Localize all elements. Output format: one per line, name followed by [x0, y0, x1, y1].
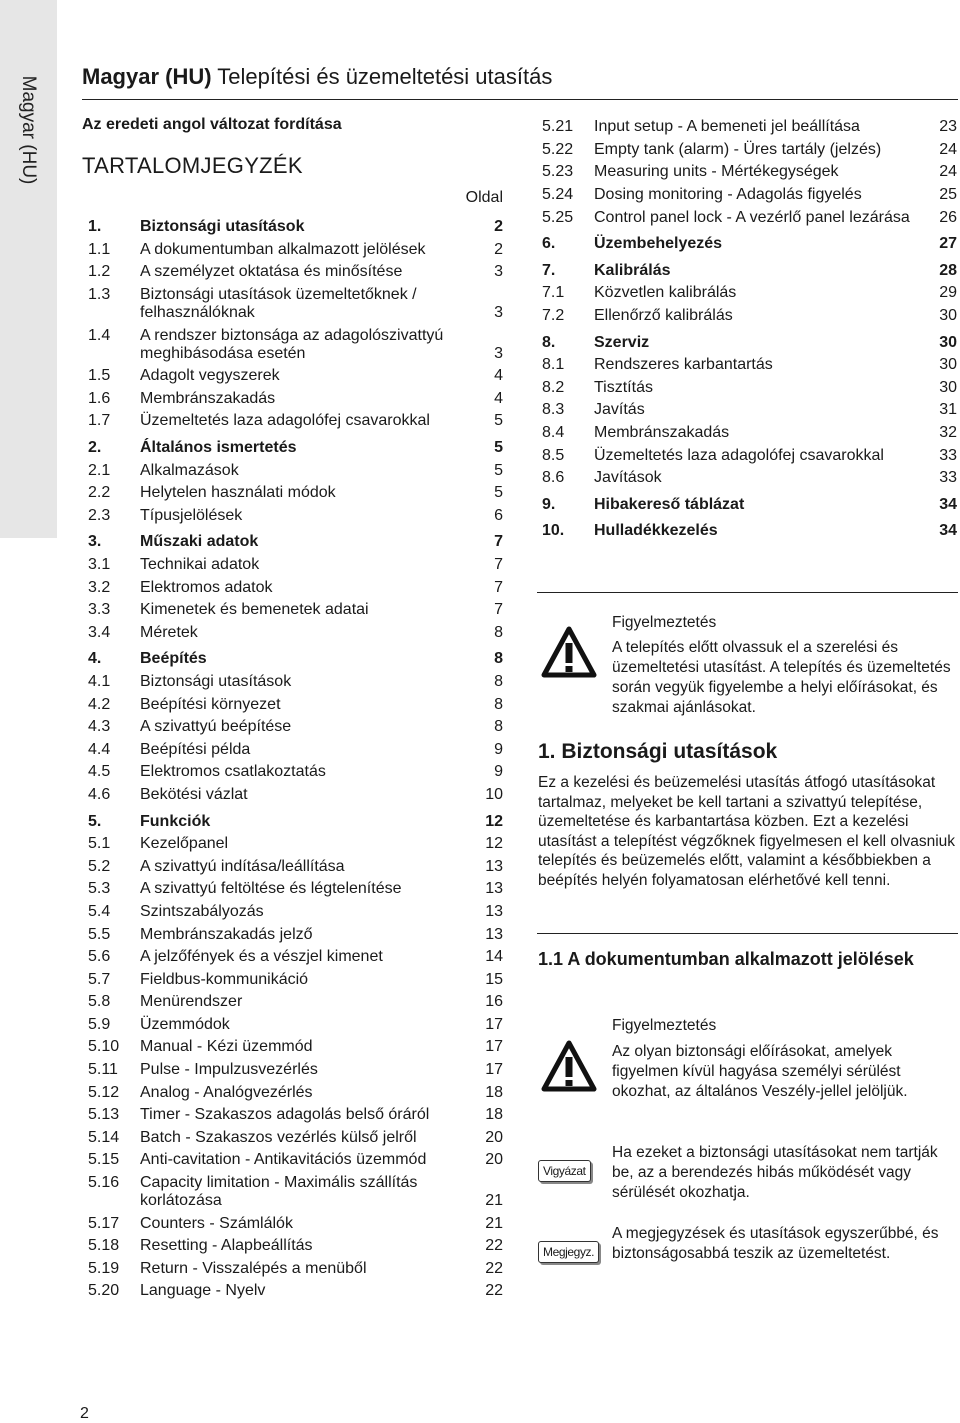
toc-entry — [88, 239, 503, 262]
toc-right-column — [542, 116, 957, 543]
toc-entry — [542, 282, 957, 305]
translation-note: Az eredeti angol változat fordítása — [82, 116, 342, 133]
toc-entry-number: 7.2 — [542, 307, 565, 325]
toc-entry-page: 3 — [494, 263, 503, 281]
toc-entry — [542, 161, 957, 184]
toc-entry-number: 5.8 — [88, 993, 111, 1011]
toc-entry — [88, 833, 503, 856]
toc-entry-page: 12 — [485, 835, 503, 853]
toc-entry-title: Membránszakadás — [594, 424, 730, 442]
toc-entry-title: Üzemmódok — [140, 1015, 230, 1033]
toc-entry-number: 3.3 — [88, 601, 111, 619]
toc-entry-number: 7. — [542, 261, 556, 279]
toc-entry — [542, 139, 957, 162]
toc-entry-title: Anti-cavitation - Antikavitációs üzemmód — [140, 1151, 427, 1169]
toc-entry-page: 34 — [939, 522, 957, 540]
toc-entry-title: Üzemeltetés laza adagolófej csavarokkal — [140, 412, 430, 430]
toc-entry-number: 5.11 — [88, 1061, 118, 1079]
toc-entry-title: Műszaki adatok — [140, 533, 259, 551]
toc-entry-title: Manual - Kézi üzemmód — [140, 1038, 313, 1056]
toc-entry-title: Hulladékkezelés — [594, 522, 718, 540]
page-title-language: Magyar (HU) — [82, 64, 212, 89]
warning-text: A telepítés előtt olvassuk el a szerelési és üzemeltetési utasítást. A telepítés és üzemeltetés során vegyük figyelembe a helyi előírásokat, és szakmai ajánlásokat. — [612, 639, 951, 716]
toc-entry-number: 5.6 — [88, 948, 111, 966]
toc-entry-page: 20 — [485, 1151, 503, 1169]
toc-entry-page: 22 — [485, 1282, 503, 1300]
subsection-divider — [537, 933, 958, 934]
toc-entry-number: 5.14 — [88, 1128, 120, 1146]
toc-entry-title: Technikai adatok — [140, 556, 260, 574]
toc-entry — [88, 531, 503, 554]
toc-entry-page: 8 — [494, 672, 503, 690]
toc-entry — [88, 1014, 503, 1037]
caution-text: Ha ezeket a biztonsági utasításokat nem tartják be, az a berendezés hibás működését vagy sérülését okozhatja. — [612, 1144, 938, 1201]
toc-entry — [88, 968, 503, 991]
toc-entry — [88, 810, 503, 833]
toc-entry — [88, 1212, 503, 1235]
toc-entry-title: A személyzet oktatása és minősítése — [140, 263, 403, 281]
toc-entry-number: 8. — [542, 333, 556, 351]
toc-entry-title: Ellenőrző kalibrálás — [594, 307, 733, 325]
section-body-text: Ez a kezelési és beüzemelési utasítás átfogó utasításokat tartalmaz, melyeket be kell tartani a szivattyú telepítése, üzemeltetése és karbantartása közben. Ezt a kezelési utasítást a telepítést végzőknek figyelmesen el kell olvasniuk telepítés és beüzemelés előtt, valamint a későbbiekben a beépítés helyén folyamatosan elérhetővé kell tenni. — [538, 774, 956, 889]
toc-entry-page: 18 — [485, 1106, 503, 1124]
toc-entry-page: 16 — [485, 993, 503, 1011]
title-divider — [82, 99, 958, 100]
page-title — [82, 64, 552, 90]
toc-entry-number: 1.2 — [88, 263, 111, 281]
toc-entry — [542, 494, 957, 517]
toc-entry-number: 8.2 — [542, 378, 565, 396]
toc-entry-page: 31 — [939, 401, 957, 419]
toc-entry-title: Adagolt vegyszerek — [140, 367, 280, 385]
toc-entry — [88, 946, 503, 969]
toc-entry-page: 6 — [494, 506, 503, 524]
toc-entry-page: 9 — [494, 763, 503, 781]
warning-text: Az olyan biztonsági előírásokat, amelyek figyelmen kívül hagyása személyi sérülést okozhat, az általános Veszély-jellel jelöljük. — [612, 1043, 908, 1100]
warning-triangle-icon — [541, 1040, 597, 1092]
toc-entry-page: 30 — [939, 307, 957, 325]
toc-entry — [542, 444, 957, 467]
toc-entry-title: A jelzőfények és a vészjel kimenet — [140, 948, 383, 966]
toc-entry — [88, 716, 503, 739]
toc-entry-page: 30 — [939, 333, 957, 351]
toc-entry-page: 4 — [494, 367, 503, 385]
toc-entry-title: Fieldbus-kommunikáció — [140, 970, 309, 988]
toc-entry-title: Measuring units - Mértékegységek — [594, 163, 839, 181]
toc-entry-title: Empty tank (alarm) - Üres tartály (jelzés) — [594, 140, 882, 158]
toc-entry-title: Kezelőpanel — [140, 835, 229, 853]
toc-entry — [88, 1172, 503, 1213]
toc-entry-page: 8 — [494, 623, 503, 641]
language-tab-label: Magyar (HU) — [18, 75, 39, 185]
toc-entry — [542, 233, 957, 256]
toc-entry — [542, 520, 957, 543]
toc-entry-title: Helytelen használati módok — [140, 484, 336, 502]
toc-entry-number: 4.2 — [88, 695, 111, 713]
toc-entry-number: 1. — [88, 218, 102, 236]
warning-triangle-icon — [541, 626, 597, 678]
toc-entry-title: Dosing monitoring - Adagolás figyelés — [594, 186, 862, 204]
section-heading: 1. Biztonsági utasítások — [538, 740, 778, 763]
toc-entry-number: 4. — [88, 650, 102, 668]
toc-entry-title: Kalibrálás — [594, 261, 671, 279]
toc-entry-number: 5.16 — [88, 1174, 120, 1192]
toc-entry — [88, 1081, 503, 1104]
toc-entry-title: A rendszer biztonsága az adagolószivattyú meghibásodása esetén — [140, 326, 444, 362]
toc-entry — [542, 377, 957, 400]
toc-entry — [542, 467, 957, 490]
toc-entry-number: 10. — [542, 522, 565, 540]
toc-entry-title: Beépítési példa — [140, 740, 251, 758]
toc-entry — [88, 1059, 503, 1082]
toc-entry-number: 5.21 — [542, 118, 574, 136]
toc-entry-page: 24 — [939, 163, 957, 181]
toc-entry-title: Analog - Analógvezérlés — [140, 1083, 313, 1101]
toc-entry-title: Rendszeres karbantartás — [594, 356, 773, 374]
toc-entry-page: 10 — [485, 785, 503, 803]
toc-entry-number: 5.23 — [542, 163, 574, 181]
toc-entry-page: 3 — [494, 344, 503, 362]
toc-entry-number: 1.5 — [88, 367, 111, 385]
toc-entry-page: 15 — [485, 970, 503, 988]
toc-entry-page: 13 — [485, 925, 503, 943]
toc-entry-page: 7 — [494, 533, 503, 551]
toc-entry — [542, 422, 957, 445]
toc-entry-number: 5.3 — [88, 880, 111, 898]
toc-entry-number: 5.13 — [88, 1106, 120, 1124]
toc-entry-title: A dokumentumban alkalmazott jelölések — [140, 240, 426, 258]
toc-entry-title: Üzemeltetés laza adagolófej csavarokkal — [594, 446, 884, 464]
toc-entry-number: 9. — [542, 495, 556, 513]
note-tag: Megjegyz. — [538, 1241, 599, 1263]
toc-entry — [542, 399, 957, 422]
toc-entry — [88, 1235, 503, 1258]
toc-entry — [542, 116, 957, 139]
toc-entry-title: Bekötési vázlat — [140, 785, 248, 803]
caution-tag: Vigyázat — [538, 1160, 591, 1182]
toc-entry — [88, 388, 503, 411]
toc-entry — [88, 991, 503, 1014]
toc-entry-title: A szivattyú beépítése — [140, 718, 292, 736]
toc-entry-page: 27 — [939, 235, 957, 253]
toc-entry — [88, 1280, 503, 1303]
toc-entry-number: 5.1 — [88, 835, 111, 853]
toc-entry-number: 3.1 — [88, 556, 111, 574]
toc-entry-title: A szivattyú indítása/leállítása — [140, 857, 345, 875]
toc-entry-page: 5 — [494, 461, 503, 479]
toc-entry-page: 26 — [939, 208, 957, 226]
toc-entry-title: Menürendszer — [140, 993, 243, 1011]
page-column-label: Oldal — [465, 189, 503, 206]
toc-entry-title: Kimenetek és bemenetek adatai — [140, 601, 369, 619]
toc-entry-page: 13 — [485, 857, 503, 875]
toc-entry-title: Szintszabályozás — [140, 902, 264, 920]
toc-entry-number: 4.5 — [88, 763, 111, 781]
toc-entry-title: Counters - Számlálók — [140, 1214, 293, 1232]
toc-entry-page: 33 — [939, 446, 957, 464]
toc-entry-number: 1.4 — [88, 326, 111, 344]
toc-heading: TARTALOMJEGYZÉK — [82, 153, 303, 178]
toc-entry-title: Language - Nyelv — [140, 1282, 266, 1300]
toc-entry-title: Elektromos adatok — [140, 578, 273, 596]
toc-entry — [88, 505, 503, 528]
toc-entry-number: 2.2 — [88, 484, 111, 502]
language-side-tab — [0, 0, 57, 538]
toc-entry-title: Beépítés — [140, 650, 207, 668]
subsection-heading-text: 1.1 A dokumentumban alkalmazott jelölések — [538, 949, 914, 969]
toc-entry-number: 5.9 — [88, 1015, 111, 1033]
toc-entry-number: 4.6 — [88, 785, 111, 803]
toc-entry-title: A szivattyú feltöltése és légtelenítése — [140, 880, 402, 898]
toc-entry-number: 3. — [88, 533, 102, 551]
toc-entry — [88, 482, 503, 505]
toc-entry-title: Szerviz — [594, 333, 650, 351]
toc-entry — [88, 261, 503, 284]
toc-entry-number: 5.20 — [88, 1282, 120, 1300]
toc-entry-title: Javítás — [594, 401, 645, 419]
toc-entry-title: Beépítési környezet — [140, 695, 281, 713]
toc-entry — [88, 784, 503, 807]
toc-entry-page: 24 — [939, 140, 957, 158]
toc-entry-page: 8 — [494, 718, 503, 736]
toc-entry — [542, 354, 957, 377]
toc-entry-number: 8.1 — [542, 356, 565, 374]
toc-entry-title: Típusjelölések — [140, 506, 243, 524]
toc-entry-number: 5.4 — [88, 902, 111, 920]
toc-entry-page: 7 — [494, 578, 503, 596]
toc-entry-number: 2.1 — [88, 461, 111, 479]
toc-entry-title: Hibakereső táblázat — [594, 495, 745, 513]
toc-entry-page: 14 — [485, 948, 503, 966]
note-text: A megjegyzések és utasítások egyszerűbbé, és biztonságosabbá teszik az üzemeltetést. — [612, 1225, 939, 1262]
toc-entry — [88, 761, 503, 784]
toc-entry-page: 22 — [485, 1259, 503, 1277]
toc-entry-number: 1.1 — [88, 240, 111, 258]
toc-entry-number: 2. — [88, 439, 102, 457]
toc-entry — [88, 1104, 503, 1127]
toc-entry — [88, 1258, 503, 1281]
toc-entry — [542, 331, 957, 354]
toc-entry-number: 5.15 — [88, 1151, 120, 1169]
toc-entry-title: Méretek — [140, 623, 198, 641]
toc-entry-number: 5.25 — [542, 208, 574, 226]
toc-entry-page: 21 — [485, 1192, 503, 1210]
toc-entry-page: 20 — [485, 1128, 503, 1146]
toc-entry-title: Input setup - A bemeneti jel beállítása — [594, 118, 860, 136]
toc-entry-page: 22 — [485, 1237, 503, 1255]
toc-entry — [542, 206, 957, 229]
toc-entry-number: 5. — [88, 812, 102, 830]
toc-entry-number: 5.22 — [542, 140, 574, 158]
toc-entry-title: Biztonsági utasítások — [140, 218, 305, 236]
toc-entry-number: 7.1 — [542, 284, 565, 302]
toc-entry-number: 5.5 — [88, 925, 111, 943]
page-number: 2 — [80, 1405, 89, 1422]
toc-entry-page: 21 — [485, 1214, 503, 1232]
toc-entry-title: Üzembehelyezés — [594, 235, 723, 253]
toc-entry — [88, 324, 503, 365]
toc-entry-number: 5.19 — [88, 1259, 120, 1277]
toc-entry-title: Membránszakadás jelző — [140, 925, 313, 943]
toc-entry — [542, 305, 957, 328]
toc-entry — [88, 738, 503, 761]
toc-entry-page: 2 — [494, 218, 503, 236]
toc-entry-page: 17 — [485, 1038, 503, 1056]
toc-entry-number: 1.7 — [88, 412, 111, 430]
toc-entry-page: 7 — [494, 601, 503, 619]
toc-entry-title: Timer - Szakaszos adagolás belső óráról — [140, 1106, 430, 1124]
toc-entry — [88, 1127, 503, 1150]
toc-entry-number: 1.3 — [88, 286, 111, 304]
toc-entry-title: Javítások — [594, 469, 662, 487]
toc-entry — [88, 365, 503, 388]
toc-entry-number: 2.3 — [88, 506, 111, 524]
toc-entry-title: Általános ismertetés — [140, 439, 297, 457]
toc-entry-title: Biztonsági utasítások — [140, 672, 292, 690]
toc-entry-page: 9 — [494, 740, 503, 758]
toc-entry-number: 6. — [542, 235, 556, 253]
toc-end-divider — [537, 592, 958, 593]
toc-entry-page: 3 — [494, 304, 503, 322]
toc-entry-page: 28 — [939, 261, 957, 279]
warning-label: Figyelmeztetés — [612, 1017, 717, 1034]
toc-entry-title: Alkalmazások — [140, 461, 239, 479]
subsection-heading — [538, 947, 938, 972]
toc-entry-page: 8 — [494, 695, 503, 713]
toc-entry-number: 8.6 — [542, 469, 565, 487]
toc-entry — [88, 459, 503, 482]
warning-label: Figyelmeztetés — [612, 614, 717, 631]
toc-entry-page: 12 — [485, 812, 503, 830]
toc-entry — [88, 284, 503, 325]
toc-entry-number: 4.4 — [88, 740, 111, 758]
toc-entry-title: Funkciók — [140, 812, 211, 830]
toc-entry-title: Capacity limitation - Maximális szállítás korlátozása — [140, 1174, 418, 1210]
toc-entry-number: 1.6 — [88, 389, 111, 407]
toc-entry-title: Pulse - Impulzusvezérlés — [140, 1061, 318, 1079]
toc-entry — [88, 878, 503, 901]
toc-entry — [88, 693, 503, 716]
toc-entry-page: 30 — [939, 378, 957, 396]
toc-entry-number: 5.7 — [88, 970, 111, 988]
toc-entry — [88, 410, 503, 433]
toc-entry-page: 8 — [494, 650, 503, 668]
toc-entry-number: 4.3 — [88, 718, 111, 736]
toc-entry-page: 17 — [485, 1061, 503, 1079]
toc-entry-page: 30 — [939, 356, 957, 374]
toc-entry-page: 18 — [485, 1083, 503, 1101]
toc-entry-page: 13 — [485, 902, 503, 920]
toc-entry-number: 3.4 — [88, 623, 111, 641]
toc-entry — [542, 184, 957, 207]
toc-entry-title: Return - Visszalépés a menüből — [140, 1259, 367, 1277]
toc-entry-number: 3.2 — [88, 578, 111, 596]
toc-entry — [88, 855, 503, 878]
toc-entry-number: 8.4 — [542, 424, 565, 442]
toc-entry — [88, 554, 503, 577]
toc-entry-title: Közvetlen kalibrálás — [594, 284, 737, 302]
toc-entry-number: 5.18 — [88, 1237, 120, 1255]
toc-entry-page: 5 — [494, 439, 503, 457]
toc-entry — [88, 216, 503, 239]
toc-entry — [88, 622, 503, 645]
toc-entry — [88, 437, 503, 460]
toc-entry-number: 5.2 — [88, 857, 111, 875]
toc-entry-page: 17 — [485, 1015, 503, 1033]
toc-entry-number: 5.12 — [88, 1083, 120, 1101]
toc-entry — [88, 576, 503, 599]
toc-entry — [88, 671, 503, 694]
toc-entry-page: 25 — [939, 186, 957, 204]
toc-entry — [88, 901, 503, 924]
toc-entry — [88, 648, 503, 671]
page-title-text: Telepítési és üzemeltetési utasítás — [211, 64, 553, 89]
toc-entry-number: 5.17 — [88, 1214, 120, 1232]
toc-entry-title: Control panel lock - A vezérlő panel lezárása — [594, 208, 910, 226]
toc-entry-page: 4 — [494, 389, 503, 407]
toc-entry-number: 4.1 — [88, 672, 111, 690]
toc-entry-page: 23 — [939, 118, 957, 136]
toc-entry-page: 5 — [494, 412, 503, 430]
toc-left-column — [88, 216, 503, 1303]
toc-entry-number: 8.5 — [542, 446, 565, 464]
toc-entry-title: Tisztítás — [594, 378, 653, 396]
toc-entry-page: 7 — [494, 556, 503, 574]
toc-entry-page: 34 — [939, 495, 957, 513]
toc-entry-page: 32 — [939, 424, 957, 442]
toc-entry-page: 5 — [494, 484, 503, 502]
toc-entry-page: 13 — [485, 880, 503, 898]
toc-entry — [88, 923, 503, 946]
toc-entry-page: 33 — [939, 469, 957, 487]
toc-entry — [88, 1149, 503, 1172]
toc-entry-page: 29 — [939, 284, 957, 302]
toc-entry — [542, 260, 957, 283]
toc-entry-page: 2 — [494, 240, 503, 258]
toc-entry — [88, 599, 503, 622]
toc-entry-number: 8.3 — [542, 401, 565, 419]
toc-entry-title: Membránszakadás — [140, 389, 276, 407]
toc-entry-title: Elektromos csatlakoztatás — [140, 763, 326, 781]
toc-entry-title: Batch - Szakaszos vezérlés külső jelről — [140, 1128, 417, 1146]
toc-entry-title: Resetting - Alapbeállítás — [140, 1237, 313, 1255]
toc-entry — [88, 1036, 503, 1059]
toc-entry-number: 5.24 — [542, 186, 574, 204]
toc-entry-number: 5.10 — [88, 1038, 120, 1056]
toc-entry-title: Biztonsági utasítások üzemeltetőknek / felhasználóknak — [140, 286, 417, 322]
